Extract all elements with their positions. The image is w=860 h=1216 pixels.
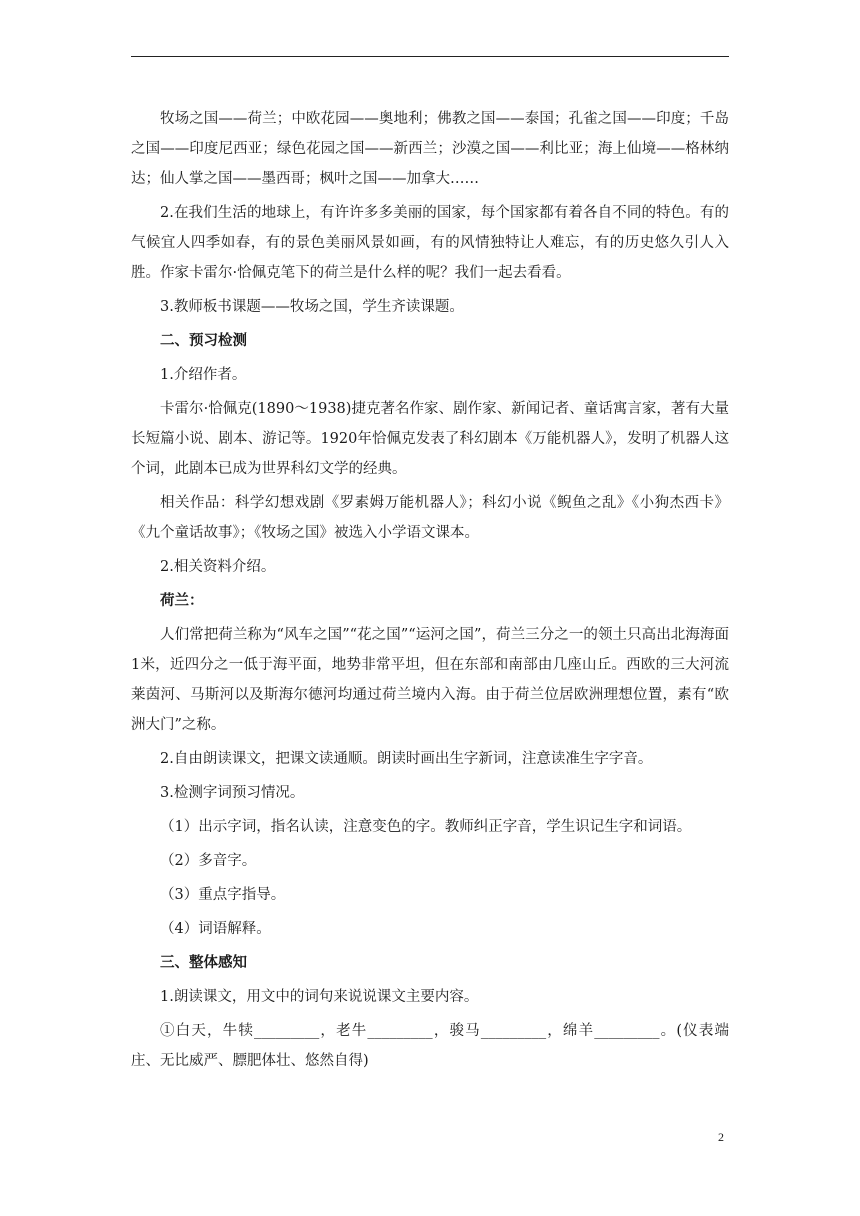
list-item: （3）重点字指导。 — [160, 887, 286, 903]
paragraph: 相关作品：科学幻想戏剧《罗素姆万能机器人》；科幻小说《鲵鱼之乱》《小狗杰西卡》《九个童话故事》；《牧场之国》被选入小学语文课本。 — [131, 495, 729, 541]
paragraph: 3.教师板书课题——牧场之国，学生齐读课题。 — [160, 299, 464, 315]
paragraph: 1.朗读课文，用文中的词句来说说课文主要内容。 — [160, 989, 479, 1005]
section-heading: 三、整体感知 — [160, 954, 247, 971]
paragraph: 2.在我们生活的地球上，有许许多多美丽的国家，每个国家都有着各自不同的特色。有的气候宜人四季如春，有的景色美丽风景如画，有的风情独特让人难忘，有的历史悠久引人入胜。作家卡雷尔·恰佩克笔下的荷兰是什么样的呢？我们一起去看看。 — [131, 205, 729, 281]
paragraph: 3.检测字词预习情况。 — [160, 785, 305, 801]
list-item: （4）词语解释。 — [160, 921, 271, 937]
page-number: 2 — [718, 1130, 724, 1144]
paragraph: 牧场之国——荷兰；中欧花园——奥地利；佛教之国——泰国；孔雀之国——印度；千岛之国——印度尼西亚；绿色花园之国——新西兰；沙漠之国——利比亚；海上仙境——格林纳达；仙人掌之国——墨西哥；枫叶之国——加拿大…… — [131, 111, 729, 187]
fill-in-exercise: ①白天，牛犊_________，老牛_________，骏马_________，绵羊_________。(仪表端庄、无比威严、膘肥体壮、悠然自得) — [131, 1023, 729, 1069]
document-body — [131, 104, 729, 1076]
section-heading: 二、预习检测 — [160, 332, 247, 349]
subheading: 荷兰： — [160, 592, 204, 609]
list-item: （2）多音字。 — [160, 853, 257, 869]
paragraph: 卡雷尔·恰佩克(1890～1938)捷克著名作家、剧作家、新闻记者、童话寓言家，著有大量长短篇小说、剧本、游记等。1920年恰佩克发表了科幻剧本《万能机器人》，发明了机器人这个词，此剧本已成为世界科幻文学的经典。 — [131, 401, 729, 477]
list-item: （1）出示字词，指名认读，注意变色的字。教师纠正字音，学生识记生字和词语。 — [160, 819, 692, 835]
header-rule — [131, 56, 729, 57]
paragraph: 人们常把荷兰称为“风车之国”“花之国”“运河之国”，荷兰三分之一的领土只高出北海海面1米，近四分之一低于海平面，地势非常平坦，但在东部和南部由几座山丘。西欧的三大河流莱茵河、马斯河以及斯海尔德河均通过荷兰境内入海。由于荷兰位居欧洲理想位置，素有“欧洲大门”之称。 — [131, 627, 729, 733]
paragraph: 2.相关资料介绍。 — [160, 559, 276, 575]
paragraph: 1.介绍作者。 — [160, 367, 247, 383]
paragraph: 2.自由朗读课文，把课文读通顺。朗读时画出生字新词，注意读准生字字音。 — [160, 751, 653, 767]
